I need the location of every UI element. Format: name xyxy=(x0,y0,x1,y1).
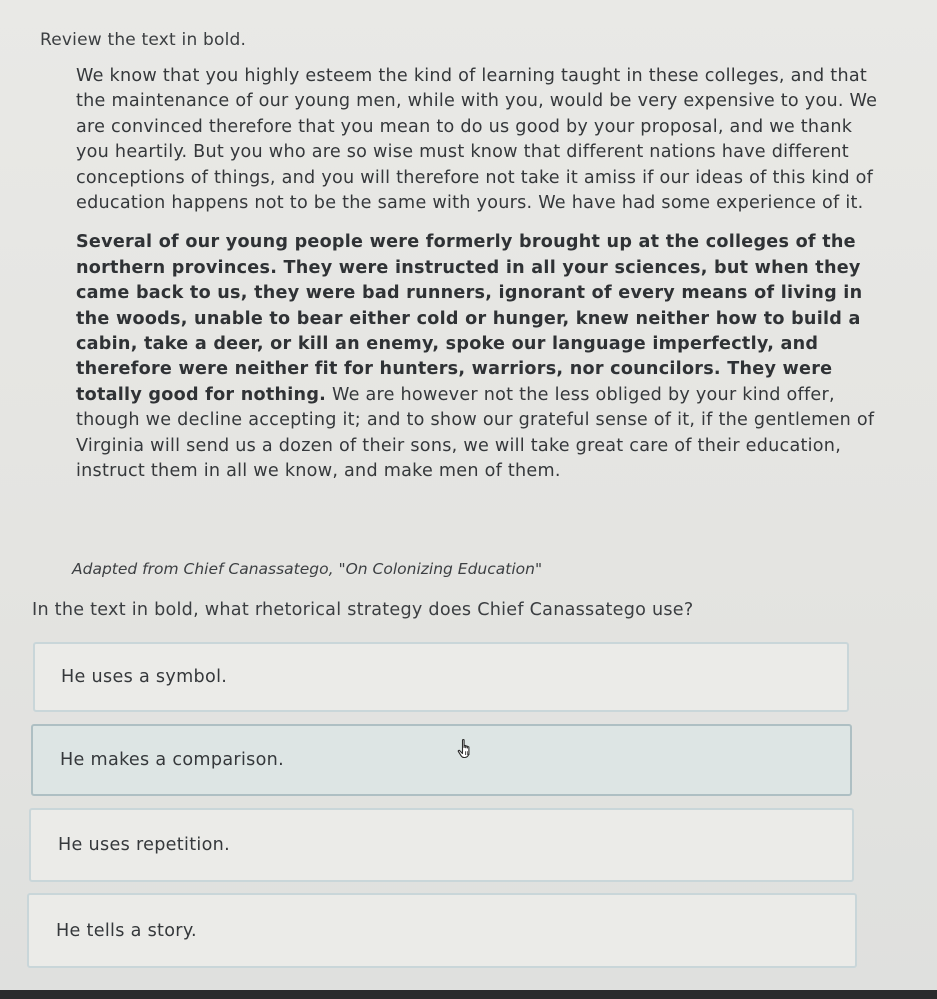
answer-choice-b[interactable] xyxy=(31,724,852,796)
passage-paragraph-1: We know that you highly esteem the kind of learning taught in these colleges, and that the maintenance of our young men, while with you, would be very expensive to you. We are convinced therefore that you mean to do us good by your proposal, and we thank you heartily. But you who are so wise must know that different nations have different conceptions of things, and you will therefore not take it amiss if our ideas of this kind of education happens not to be the same with yours. We have had some experience of it. xyxy=(76,66,878,214)
reading-passage xyxy=(76,64,891,499)
question-prompt: In the text in bold, what rhetorical strategy does Chief Canassatego use? xyxy=(32,600,694,620)
answer-choice-c[interactable] xyxy=(29,808,854,882)
answer-choice-label: He uses repetition. xyxy=(58,835,230,855)
answer-choice-label: He makes a comparison. xyxy=(60,750,285,770)
source-citation: Adapted from Chief Canassatego, "On Colonizing Education" xyxy=(72,560,543,578)
answer-choice-d[interactable] xyxy=(27,893,857,968)
screen-bezel xyxy=(0,990,937,999)
passage-paragraph-2-rest: We are however not the less obliged by your kind offer, though we decline accepting it; and to show our grateful sense of it, if the gentlemen of Virginia will send us a dozen of their sons, we will take great care of their education, instruct them in all we know, and make men of them. xyxy=(76,384,875,482)
answer-choice-a[interactable] xyxy=(33,642,849,712)
answer-choice-label: He uses a symbol. xyxy=(61,667,228,687)
passage-paragraph-2 xyxy=(76,230,891,484)
hand-pointer-icon xyxy=(456,738,476,760)
answer-choice-label: He tells a story. xyxy=(56,920,197,941)
bold-excerpt: Several of our young people were formerly brought up at the colleges of the northern provinces. They were instructed in all your sciences, but when they came back to us, they were bad runners, ignorant of every means of living in the woods, unable to bear either cold or hunger, knew neither how to build a cabin, take a deer, or kill an enemy, spoke our language imperfectly, and therefore were neither fit for hunters, warriors, nor councilors. They were totally good for nothing. xyxy=(76,232,863,405)
instruction-text: Review the text in bold. xyxy=(40,30,247,50)
